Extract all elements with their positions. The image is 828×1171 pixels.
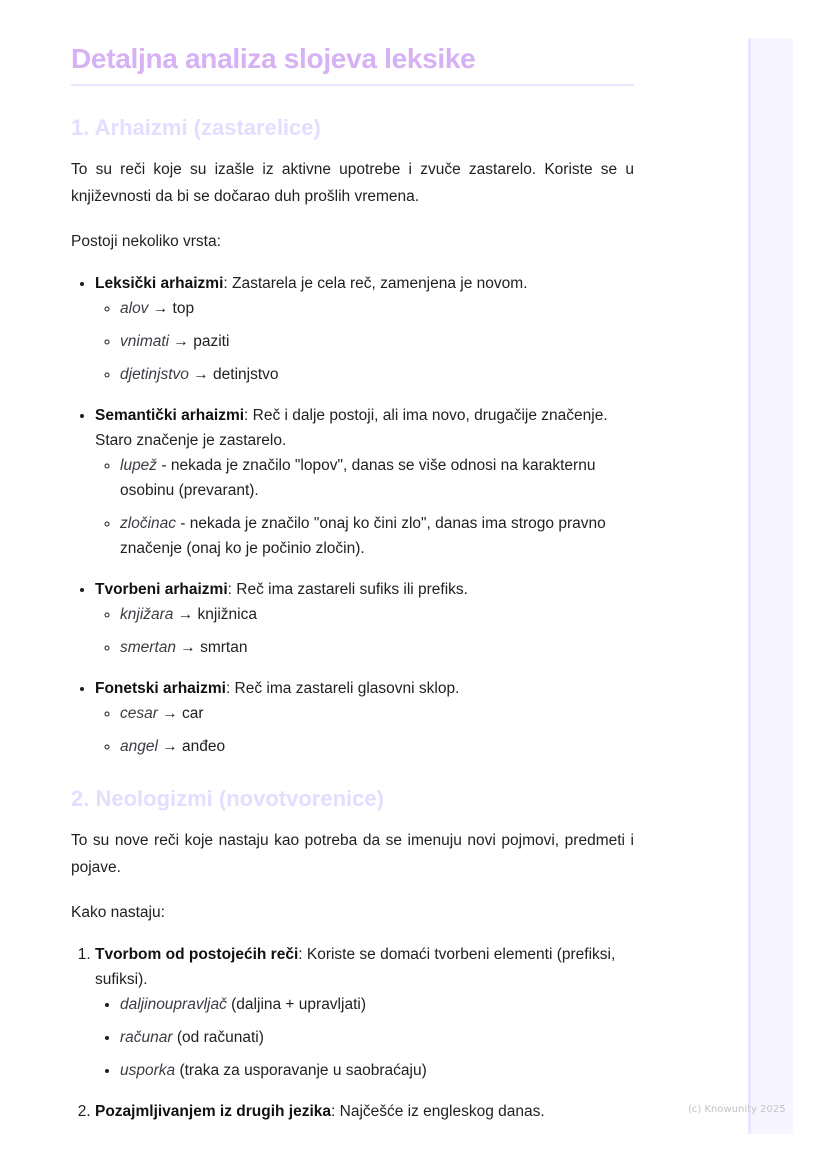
list-item [95,1099,634,1124]
type-name: Semantički arhaizmi [95,407,245,424]
type-desc: : Reč ima zastareli glasovni sklop. [225,680,460,697]
example-item [120,329,634,354]
list-item [95,403,634,561]
example-list [95,992,634,1083]
example-list [95,453,634,561]
example-item [120,701,634,726]
list-item [95,942,634,1083]
section-intro-arhaizmi: To su reči koje su izašle iz aktivne upotrebe i zvuče zastarelo. Koriste se u književnosti da bi se dočarao duh prošlih vremena. [71,161,634,205]
neologizmi-ways-list [71,942,634,1124]
way-desc: : Koriste se domaći tvorbeni elementi (prefiksi, sufiksi). [95,946,616,988]
list-item [95,577,634,660]
section-heading-arhaizmi: 1. Arhaizmi (zastarelice) [71,115,321,140]
arhaizmi-types-list [71,271,634,759]
example-term: djetinjstvo [120,366,189,383]
example-rest: → top [148,300,195,317]
example-term: angel [120,738,158,755]
example-list [95,701,634,759]
way-desc: : Najčešće iz engleskog danas. [331,1103,545,1120]
example-item [120,1025,634,1050]
example-term: lupež [120,457,158,474]
example-term: smertan [120,639,176,656]
example-term: cesar [120,705,158,722]
example-item [120,362,634,387]
section-lead-neologizmi: Kako nastaju: [71,904,165,921]
section-heading-neologizmi: 2. Neologizmi (novotvorenice) [71,786,384,811]
example-rest: → anđeo [157,738,226,755]
example-term: zločinac [120,515,176,532]
way-name: Tvorbom od postojećih reči [95,946,299,963]
example-item [120,992,634,1017]
type-desc: : Reč i dalje postoji, ali ima novo, drugačije značenje. Staro značenje je zastarelo. [95,407,608,449]
type-desc: : Reč ima zastareli sufiks ili prefiks. [227,581,468,598]
type-name: Tvorbeni arhaizmi [95,581,228,598]
example-term: usporka [120,1062,176,1079]
example-rest: - nekada je značilo "lopov", danas se više odnosi na karakternu osobinu (prevarant). [120,457,596,499]
page-side-margin [748,38,793,1134]
example-term: vnimati [120,333,170,350]
example-rest: → detinjstvo [188,366,279,383]
example-item [120,635,634,660]
example-rest: → smrtan [176,639,248,656]
list-item [95,676,634,759]
example-rest: (od računati) [172,1029,264,1046]
example-rest: (daljina + upravljati) [226,996,366,1013]
document-body [71,40,634,1124]
example-term: knjižara [120,606,174,623]
example-rest: → car [157,705,204,722]
type-name: Fonetski arhaizmi [95,680,226,697]
list-item [95,271,634,387]
type-desc: : Zastarela je cela reč, zamenjena je novom. [223,275,528,292]
page-title: Detaljna analiza slojeva leksike [71,40,634,86]
example-term: računar [120,1029,173,1046]
example-rest: - nekada je značilo "onaj ko čini zlo", danas ima strogo pravno značenje (onaj ko je počinio zločin). [120,515,606,557]
example-rest: → paziti [169,333,230,350]
type-name: Leksički arhaizmi [95,275,224,292]
way-name: Pozajmljivanjem iz drugih jezika [95,1103,332,1120]
example-term: daljinoupravljač [120,996,227,1013]
example-item [120,511,634,561]
example-item [120,734,634,759]
example-item [120,602,634,627]
example-term: alov [120,300,149,317]
example-item [120,296,634,321]
example-list [95,602,634,660]
example-item [120,1058,634,1083]
example-item [120,453,634,503]
example-list [95,296,634,387]
section-lead-arhaizmi: Postoji nekoliko vrsta: [71,233,221,250]
example-rest: → knjižnica [173,606,257,623]
watermark: (c) Knowunity 2025 [688,1104,786,1115]
section-intro-neologizmi: To su nove reči koje nastaju kao potreba da se imenuju novi pojmovi, predmeti i pojave. [71,832,634,876]
example-rest: (traka za usporavanje u saobraćaju) [175,1062,427,1079]
